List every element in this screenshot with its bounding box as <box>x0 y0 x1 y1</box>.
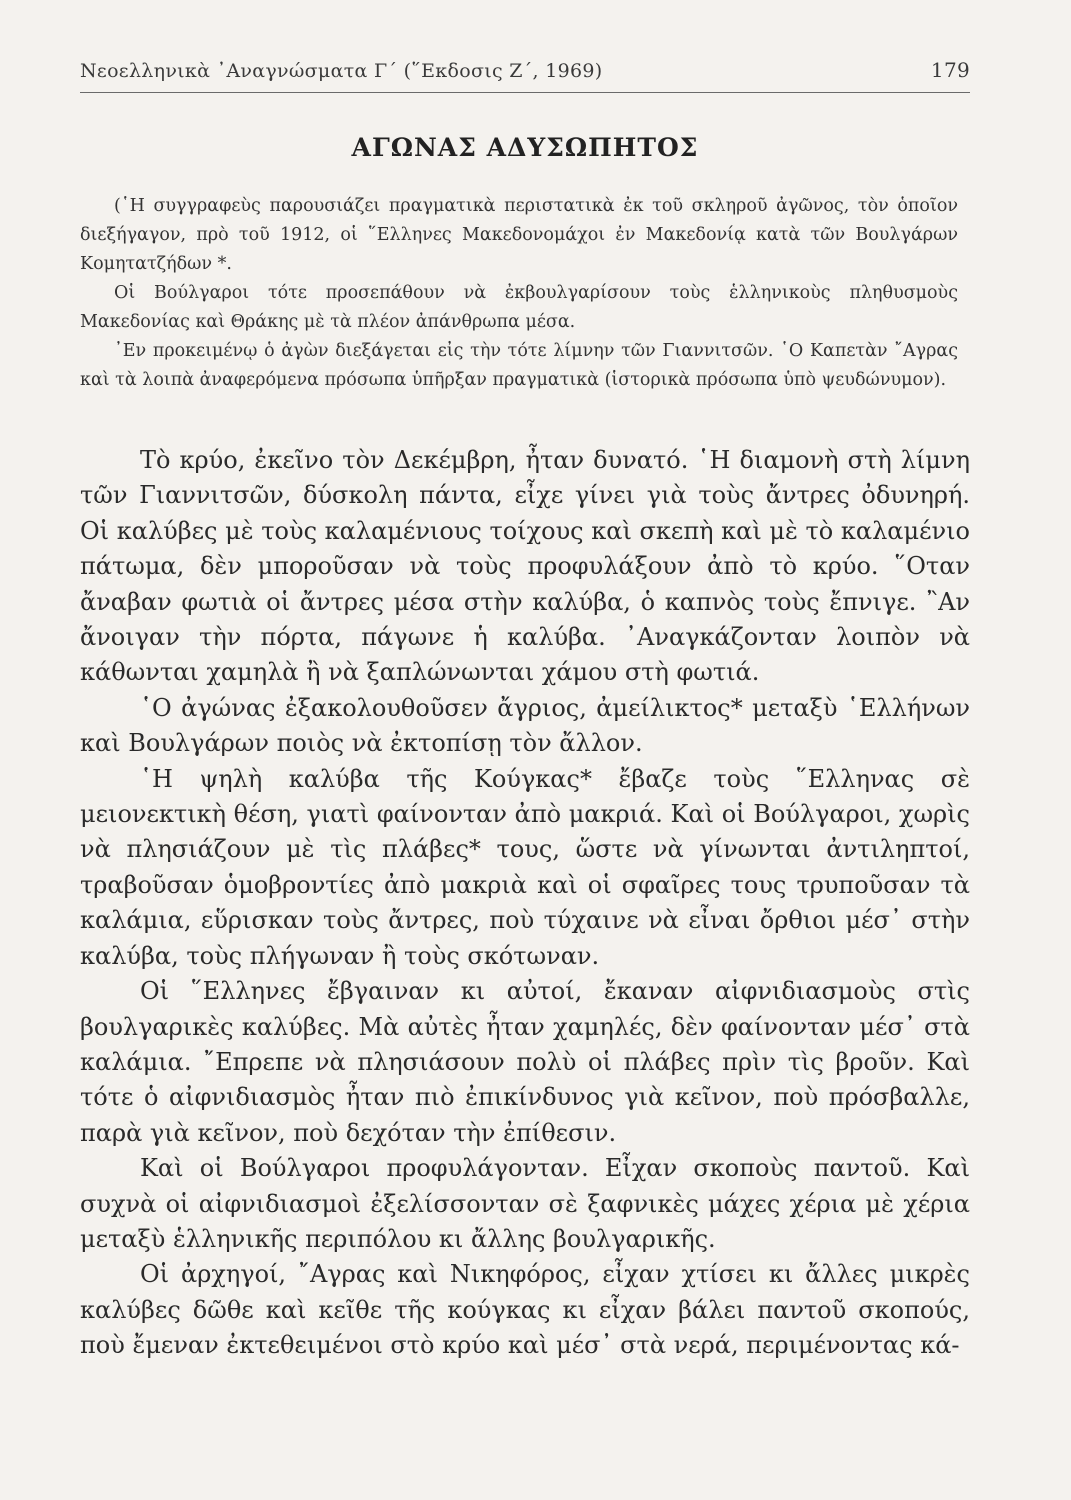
book-page <box>80 58 970 1364</box>
intro-paragraph: Οἱ Βούλγαροι τότε προσεπάθουν νὰ ἐκβουλγαρίσουν τοὺς ἑλληνικοὺς πληθυσμοὺς Μακεδονίας καὶ Θράκης μὲ τὰ πλέον ἀπάνθρωπα μέσα. <box>80 283 958 332</box>
body-paragraph: Οἱ ἀρχηγοί, ῎Αγρας καὶ Νικηφόρος, εἶχαν χτίσει κι ἄλλες μικρὲς καλύβες δῶθε καὶ κεῖθε τῆς κούγκας κι εἶχαν βάλει παντοῦ σκοπούς, ποὺ ἔμεναν ἐκτεθειμένοι στὸ κρύο καὶ μέσ᾿ στὰ νερά, περιμένοντας κά- <box>80 1260 970 1360</box>
running-title: Νεοελληνικὰ ᾿Αναγνώσματα Γ΄ (῞Εκδοσις Ζ΄, 1969) <box>80 60 603 82</box>
intro-paragraph: ᾿Εν προκειμένῳ ὁ ἀγὼν διεξάγεται εἰς τὴν τότε λίμνην τῶν Γιαννιτσῶν. ῾Ο Καπετὰν ῎Αγρας καὶ τὰ λοιπὰ ἀναφερόμενα πρόσωπα ὑπῆρξαν πραγματικὰ (ἱστορικὰ πρόσωπα ὑπὸ ψευδώνυμον). <box>80 341 958 390</box>
page-number: 179 <box>930 58 970 82</box>
running-header <box>80 58 970 93</box>
chapter-title: ΑΓΩΝΑΣ ΑΔΥΣΩΠΗΤΟΣ <box>351 133 699 162</box>
body-paragraph: Τὸ κρύο, ἐκεῖνο τὸν Δεκέμβρη, ἦταν δυνατό. ῾Η διαμονὴ στὴ λίμνη τῶν Γιαννιτσῶν, δύσκολη πάντα, εἶχε γίνει γιὰ τοὺς ἄντρες ὀδυνηρή. Οἱ καλύβες μὲ τοὺς καλαμένιους τοίχους καὶ σκεπὴ καὶ μὲ τὸ καλαμένιο πάτωμα, δὲν μποροῦσαν νὰ τοὺς προφυλάξουν ἀπὸ τὸ κρύο. ῞Οταν ἄναβαν φωτιὰ οἱ ἄντρες μέσα στὴν καλύβα, ὁ καπνὸς τοὺς ἔπνιγε. ῍Αν ἄνοιγαν τὴν πόρτα, πάγωνε ἡ καλύβα. ᾿Αναγκάζονταν λοιπὸν νὰ κάθωνται χαμηλὰ ἢ νὰ ξαπλώνωνται χάμου στὴ φωτιά. <box>80 446 970 687</box>
body-paragraph: Οἱ ῞Ελληνες ἔβγαιναν κι αὐτοί, ἔκαναν αἰφνιδιασμοὺς στὶς βουλγαρικὲς καλύβες. Μὰ αὐτὲς ἦταν χαμηλές, δὲν φαίνονταν μέσ᾿ στὰ καλάμια. ῎Επρεπε νὰ πλησιάσουν πολὺ οἱ πλάβες πρὶν τὶς βροῦν. Καὶ τότε ὁ αἰφνιδιασμὸς ἦταν πιὸ ἐπικίνδυνος γιὰ κεῖνον, ποὺ πρόσβαλλε, παρὰ γιὰ κεῖνον, ποὺ δεχόταν τὴν ἐπίθεσιν. <box>80 977 970 1147</box>
body-paragraph: Καὶ οἱ Βούλγαροι προφυλάγονταν. Εἶχαν σκοποὺς παντοῦ. Καὶ συχνὰ οἱ αἰφνιδιασμοὶ ἐξελίσσονταν σὲ ξαφνικὲς μάχες χέρια μὲ χέρια μεταξὺ ἑλληνικῆς περιπόλου κι ἄλλης βουλγαρικῆς. <box>80 1154 970 1253</box>
intro-paragraph: (῾Η συγγραφεὺς παρουσιάζει πραγματικὰ περιστατικὰ ἐκ τοῦ σκληροῦ ἀγῶνος, τὸν ὁποῖον διεξήγαγον, πρὸ τοῦ 1912, οἱ ῞Ελληνες Μακεδονομάχοι ἐν Μακεδονίᾳ κατὰ τῶν Βουλγάρων Κομητατζήδων *. <box>80 196 958 274</box>
intro-note <box>80 192 958 395</box>
body-paragraph: ῾Η ψηλὴ καλύβα τῆς Κούγκας* ἔβαζε τοὺς ῞Ελληνας σὲ μειονεκτικὴ θέση, γιατὶ φαίνονταν ἀπὸ μακριά. Καὶ οἱ Βούλγαροι, χωρὶς νὰ πλησιάζουν μὲ τὶς πλάβες* τους, ὥστε νὰ γίνωνται ἀντιληπτοί, τραβοῦσαν ὁμοβροντίες ἀπὸ μακριὰ καὶ οἱ σφαῖρες τους τρυποῦσαν τὰ καλάμια, εὕρισκαν τοὺς ἄντρες, ποὺ τύχαινε νὰ εἶναι ὄρθιοι μέσ᾿ στὴν καλύβα, τοὺς πλήγωναν ἢ τοὺς σκότωναν. <box>80 764 970 970</box>
main-text <box>80 443 970 1364</box>
body-paragraph: ῾Ο ἀγώνας ἐξακολουθοῦσεν ἄγριος, ἀμείλικτος* μεταξὺ ῾Ελλήνων καὶ Βουλγάρων ποιὸς νὰ ἐκτοπίσῃ τὸν ἄλλον. <box>80 693 970 758</box>
